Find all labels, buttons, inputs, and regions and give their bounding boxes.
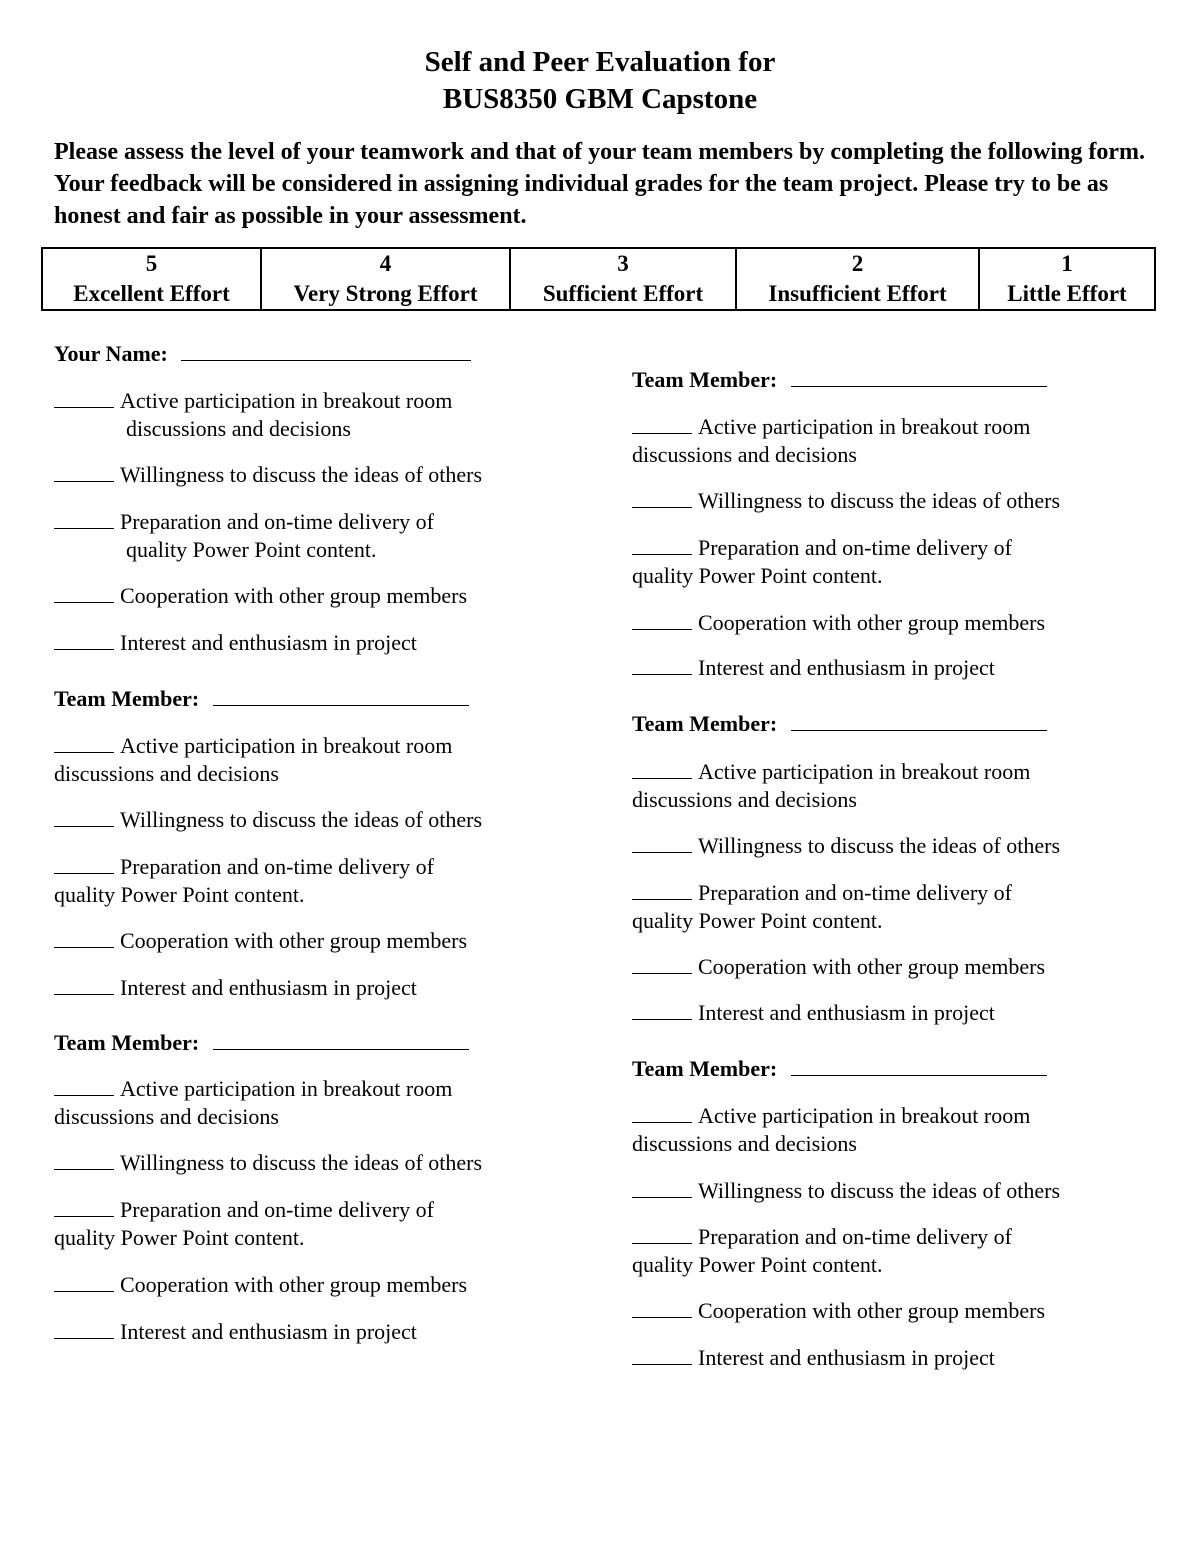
criterion-cooperation: Cooperation with other group members [54,580,614,610]
team-member-name-field[interactable] [791,708,1047,731]
score-blank[interactable] [632,756,692,779]
score-blank[interactable] [632,1342,692,1365]
page-title [0,44,1200,118]
score-blank[interactable] [632,652,692,675]
score-blank[interactable] [54,730,114,753]
score-blank[interactable] [54,1194,114,1217]
criterion-participation: Active participation in breakout room discussions and decisions [632,756,1192,814]
criterion-willingness: Willingness to discuss the ideas of others [54,804,614,834]
team-member-row [54,1027,469,1057]
criterion-interest: Interest and enthusiasm in project [632,1342,1192,1372]
team-member-row [54,683,469,713]
score-blank[interactable] [632,951,692,974]
score-blank[interactable] [632,877,692,900]
score-blank[interactable] [632,830,692,853]
criterion-preparation: Preparation and on-time delivery of quality Power Point content. [632,1221,1192,1279]
score-blank[interactable] [632,411,692,434]
your-name-row [54,338,471,368]
criterion-preparation: Preparation and on-time delivery of quality Power Point content. [632,877,1192,935]
criterion-cooperation: Cooperation with other group members [632,951,1192,981]
criterion-participation: Active participation in breakout room discussions and decisions [632,1100,1192,1158]
criterion-interest: Interest and enthusiasm in project [54,1316,614,1346]
score-blank[interactable] [54,1269,114,1292]
team-member-name-field[interactable] [791,1053,1047,1076]
instructions: Please assess the level of your teamwork and that of your team members by completing the following form. Your feedback will be considered in assigning individual grades for the team project. Please try to be as honest and fair as possible in your assessment. [54,139,1145,229]
score-blank[interactable] [54,459,114,482]
team-member-row [632,1053,1047,1083]
scale-cell-2: 2 Insufficient Effort [736,248,979,310]
criterion-cooperation: Cooperation with other group members [632,1295,1192,1325]
team-member-label: Team Member: [632,1056,778,1081]
scale-cell-1: 1 Little Effort [979,248,1155,310]
title-line-1: Self and Peer Evaluation for [424,46,776,78]
score-blank[interactable] [632,1100,692,1123]
team-member-label: Team Member: [632,711,778,736]
criterion-interest: Interest and enthusiasm in project [54,627,614,657]
team-member-name-field[interactable] [213,683,469,706]
criterion-participation: Active participation in breakout room discussions and decisions [54,730,614,788]
score-blank[interactable] [54,627,114,650]
criterion-interest: Interest and enthusiasm in project [632,652,1192,682]
criterion-willingness: Willingness to discuss the ideas of others [54,1147,614,1177]
team-member-label: Team Member: [54,686,200,711]
criterion-willingness: Willingness to discuss the ideas of others [54,459,614,489]
criterion-preparation: Preparation and on-time delivery of quality Power Point content. [632,532,1192,590]
team-member-row [632,708,1047,738]
your-name-field[interactable] [181,338,471,361]
score-blank[interactable] [54,1073,114,1096]
criterion-preparation: Preparation and on-time delivery of quality Power Point content. [54,1194,614,1252]
score-blank[interactable] [54,1147,114,1170]
criterion-preparation: Preparation and on-time delivery of quality Power Point content. [54,851,614,909]
team-member-name-field[interactable] [213,1027,469,1050]
score-blank[interactable] [54,580,114,603]
score-blank[interactable] [632,1295,692,1318]
score-blank[interactable] [632,1175,692,1198]
score-blank[interactable] [632,532,692,555]
criterion-interest: Interest and enthusiasm in project [54,972,614,1002]
criterion-willingness: Willingness to discuss the ideas of others [632,485,1192,515]
criterion-participation: Active participation in breakout room discussions and decisions [632,411,1192,469]
criterion-willingness: Willingness to discuss the ideas of others [632,1175,1192,1205]
team-member-label: Team Member: [54,1030,200,1055]
criterion-cooperation: Cooperation with other group members [54,1269,614,1299]
title-line-2: BUS8350 GBM Capstone [442,83,758,115]
score-blank[interactable] [54,385,114,408]
score-blank[interactable] [54,1316,114,1339]
criterion-interest: Interest and enthusiasm in project [632,997,1192,1027]
criterion-willingness: Willingness to discuss the ideas of others [632,830,1192,860]
scale-cell-3: 3 Sufficient Effort [510,248,736,310]
scale-cell-4: 4 Very Strong Effort [261,248,510,310]
criterion-participation: Active participation in breakout room discussions and decisions [54,385,614,443]
score-blank[interactable] [632,607,692,630]
team-member-name-field[interactable] [791,364,1047,387]
team-member-label: Team Member: [632,367,778,392]
score-blank[interactable] [54,506,114,529]
your-name-label: Your Name: [54,341,168,366]
score-blank[interactable] [54,851,114,874]
score-blank[interactable] [632,997,692,1020]
criterion-cooperation: Cooperation with other group members [632,607,1192,637]
rating-scale-table [41,247,1156,311]
score-blank[interactable] [54,804,114,827]
score-blank[interactable] [632,1221,692,1244]
scale-cell-5: 5 Excellent Effort [42,248,261,310]
criterion-cooperation: Cooperation with other group members [54,925,614,955]
score-blank[interactable] [54,925,114,948]
criterion-participation: Active participation in breakout room discussions and decisions [54,1073,614,1131]
score-blank[interactable] [632,485,692,508]
team-member-row [632,364,1047,394]
criterion-preparation: Preparation and on-time delivery of quality Power Point content. [54,506,614,564]
score-blank[interactable] [54,972,114,995]
